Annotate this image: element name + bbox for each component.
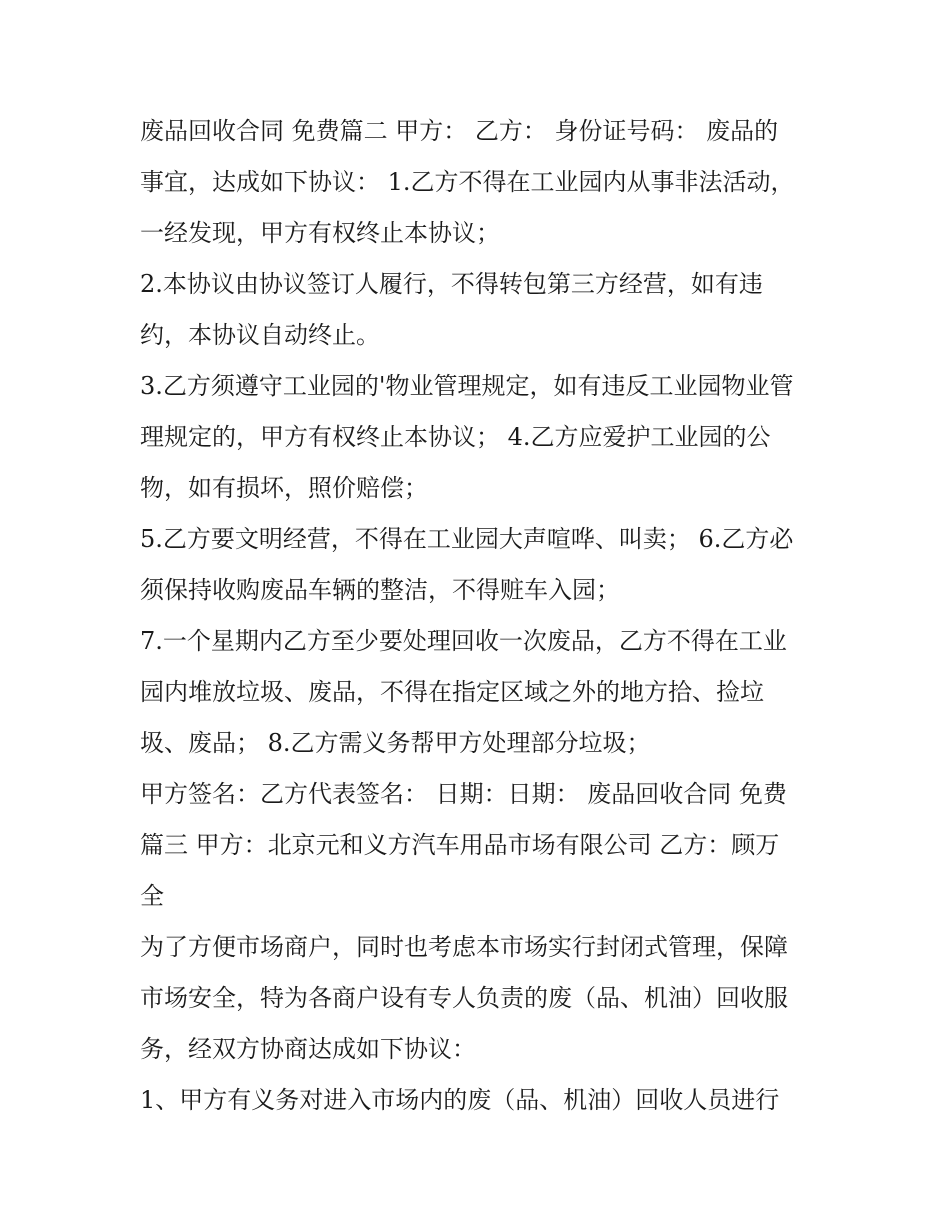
text-line: 3.乙方须遵守工业园的'物业管理规定，如有违反工业园物业管 bbox=[140, 372, 794, 400]
text-line: 市场安全，特为各商户设有专人负责的废（品、机油）回收服 bbox=[140, 984, 788, 1012]
text-line: 理规定的，甲方有权终止本协议； 4.乙方应爱护工业园的公 bbox=[140, 423, 771, 451]
text-line: 5.乙方要文明经营，不得在工业园大声喧哗、叫卖； 6.乙方必 bbox=[140, 525, 794, 553]
text-line: 全 bbox=[140, 882, 164, 910]
text-line: 物，如有损坏，照价赔偿； bbox=[140, 474, 428, 502]
text-line: 须保持收购废品车辆的整洁，不得赃车入园； bbox=[140, 576, 620, 604]
text-line: 废品回收合同 免费篇二 甲方： 乙方： 身份证号码： 废品的 bbox=[140, 117, 779, 145]
text-line: 2.本协议由协议签订人履行，不得转包第三方经营，如有违 bbox=[140, 270, 763, 298]
text-line: 1、甲方有义务对进入市场内的废（品、机油）回收人员进行 bbox=[140, 1086, 780, 1114]
text-line: 园内堆放垃圾、废品，不得在指定区域之外的地方拾、捡垃 bbox=[140, 678, 764, 706]
text-line: 甲方签名：乙方代表签名： 日期：日期： 废品回收合同 免费 bbox=[140, 780, 787, 808]
text-line: 篇三 甲方：北京元和义方汽车用品市场有限公司 乙方：顾万 bbox=[140, 831, 780, 859]
text-line: 一经发现，甲方有权终止本协议； bbox=[140, 219, 500, 247]
text-line: 圾、废品； 8.乙方需义务帮甲方处理部分垃圾； bbox=[140, 729, 651, 757]
text-line: 为了方便市场商户，同时也考虑本市场实行封闭式管理，保障 bbox=[140, 933, 788, 961]
text-line: 约，本协议自动终止。 bbox=[140, 321, 380, 349]
text-line: 务，经双方协商达成如下协议： bbox=[140, 1035, 476, 1063]
text-line: 7.一个星期内乙方至少要处理回收一次废品，乙方不得在工业 bbox=[140, 627, 787, 655]
document-body bbox=[140, 106, 820, 1126]
text-line: 事宜，达成如下协议： 1.乙方不得在工业园内从事非法活动， bbox=[140, 168, 795, 196]
